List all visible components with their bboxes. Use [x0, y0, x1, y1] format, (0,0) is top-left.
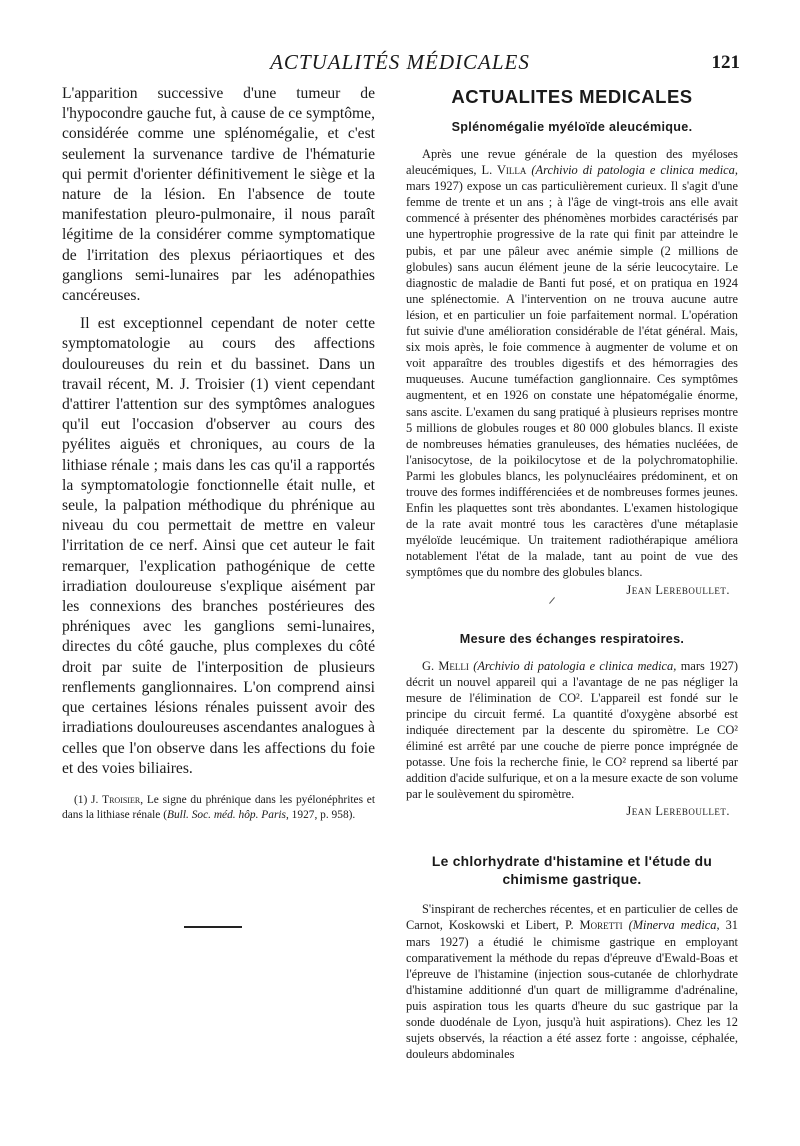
section-main-title: ACTUALITES MEDICALES — [451, 86, 693, 107]
article3-title-line2: chimisme gastrique. — [502, 872, 642, 888]
section-divider — [184, 926, 242, 928]
article1-journal: (Archivio di patologia e clinica medica, — [531, 163, 738, 178]
footnote-prefix: (1) J. — [74, 793, 99, 806]
page-header — [60, 50, 740, 80]
footnote — [62, 793, 375, 822]
article3-title-line1: Le chlorhydrate d'histamine et l'étude du — [431, 854, 713, 870]
article2-journal: (Archivio di patologia e clinica medica, — [473, 658, 677, 673]
article1-text: mars 1927) expose un cas particulièrement curieux. Il s'agit d'une femme de trente et un ans ; à l'âge de vingt-trois ans elle avait commencé à présenter des phénomènes morbides caractérisés par une hypertrophie progressive de la rate qui finit par atteindre le pubis, et par une pâleur avec anémie simple (2 millions de globules) sans aucun élément jeune de la série leucocytaire. Le diagnostic de maladie de Banti fut posé, et on pratiqua en 1924 une splénectomie. A l'intervention on ne trouva aucune autre lésion, et en particulier un foie parfaitement normal. L'opération fut suivie d'une amélioration considérable de l'état général. Mais, six mois après, le foie commence à augmenter de volume et on voit apparaître des troubles digestifs et des hémorragies des muqueuses. Aucune tuméfaction ganglionnaire. Ces symptômes augmentent, et en 1926 on constate une hépatomégalie énorme, sans ascite. L'examen du sang pratiqué à plusieurs reprises montre 5 millions de globules rouges et 80 000 globules blancs. Il existe de nombreuses hématies granuleuses, des hématies nucléées, de l'anisocytose, de la poikilocytose et de la polychromatophilie. Parmi les globules blancs, les polynucléaires prédominent, et on trouve des formes indifférenciées et de nombreuses formes jeunes. Enfin les plaquettes sont très abondantes. L'examen histologique de la rate avait montré tous les caractères d'une métaplasie myéloïde leucémique. Un traitement radiothérapique améliora notablement l'état de la malade, tant au point de vue des symptômes que du nombre des globules blancs. — [406, 179, 738, 580]
article3-text: 31 mars 1927) a étudié le chimisme gastrique en employant comparativement la méthode du repas d'épreuve d'Ewald-Boas et l'épreuve de l'histamine (injection sous-cutanée de chlorhydrate d'histamine additionné d'un quart de milligramme d'adrénaline, puis aspiration tous les quarts d'heure du suc gastrique par la sonde duodénale de Lyon, jusqu'à huit aspirations). Chez les 12 sujets observés, la réaction a été assez forte : angoisse, céphalée, douleurs abdominales — [406, 918, 738, 1062]
page-number: 121 — [711, 52, 740, 73]
article3-journal: (Minerva medica, — [628, 918, 720, 933]
left-paragraph-2: Il est exceptionnel cependant de noter cette symptomatologie au cours des affections douloureuses du rein et du bassinet. Dans un travail récent, M. J. Troisier (1) vient cependant d'attirer l'attention sur des symptômes analogues qu'il eut l'occasion d'observer au cours des pyélites aiguës et chroniques, au cours de la lithiase rénale ; mais dans les cas qu'il a rapportés la symptomatologie fonctionnelle était nulle, et seule, la palpation méthodique du phrénique au niveau du cou permettait de mettre en valeur l'irritation de ce nerf. Ainsi que cet auteur le fait remarquer, l'explication pathogénique de cette irradiation douloureuse s'explique aisément par les connexions des branches postérieures des phréniques avec les ganglions semi-lunaires, directes du côté gauche, plus complexes du côté droit par suite de l'interposition de plusieurs renflements ganglionnaires. L'on comprend ainsi que certaines lésions rénales puissent avoir des irradiations douloureuses ascendantes analogues à celles que l'on observe dans les affections du foie et des voies biliaires. — [62, 315, 375, 777]
article1-signature: Jean Lereboullet. — [626, 582, 730, 597]
article2-author: G. Melli — [422, 658, 469, 673]
article3-title — [406, 853, 738, 889]
article2-body — [406, 658, 738, 803]
article3-intro: S'inspirant de recherches récentes, et en particulier de celles de Carnot, Koskowski et Libert, — [406, 902, 738, 933]
article1-intro: Après une revue générale de la question des myéloses aleucémiques, — [406, 147, 738, 178]
article1-author: L. Villa — [481, 163, 527, 178]
article2-signature: Jean Lereboullet. — [626, 804, 730, 819]
footnote-journal: Bull. Soc. méd. hôp. Paris — [167, 808, 286, 821]
article1-title: Splénomégalie myéloïde aleucémique. — [451, 120, 693, 134]
left-column — [62, 84, 375, 928]
tick-mark — [406, 598, 738, 612]
left-paragraph-1: L'apparition successive d'une tumeur de l'hypocondre gauche fut, à cause de ce symptôme, considérée comme une splénomégalie, et c'est seulement la survenance tardive de l'hématurie qui permit d'orienter définitivement le siège et la nature de la lésion. En l'absence de toute manifestation pleuro-pulmonaire, il nous paraît légitime de la considérer comme symptomatique de l'irritation des plexus périaortiques et des ganglions semi-lunaires par les adénopathies cancéreuses. — [62, 85, 375, 305]
article3-author: P. Moretti — [564, 918, 623, 933]
article2-text: mars 1927) décrit un nouvel appareil qui a l'avantage de ne pas négliger la mesure de l'élimination de CO². L'appareil est fondé sur le principe du circuit fermé. La quantité d'oxygène absorbé est indiquée directement par la descente du spiromètre. Le CO² éliminé est arrêté par une couche de pierre ponce imprégnée de potasse. Une fois la recherche finie, le CO² reprend sa liberté par addition d'acide sulfurique, et on a la mesure exacte de son volume par le soulèvement du spiromètre. — [406, 658, 738, 802]
footnote-author: Troisier — [102, 793, 141, 806]
footnote-end: , 1927, p. 958). — [285, 808, 356, 821]
right-column — [406, 84, 738, 1062]
footnote-text: , Le signe du phrénique dans les pyélonéphrites et dans la lithiase rénale ( — [62, 793, 376, 821]
article2-title: Mesure des échanges respiratoires. — [459, 631, 685, 646]
running-title: ACTUALITÉS MÉDICALES — [270, 50, 530, 74]
article3-body — [406, 901, 738, 1062]
article1-body — [406, 146, 738, 581]
